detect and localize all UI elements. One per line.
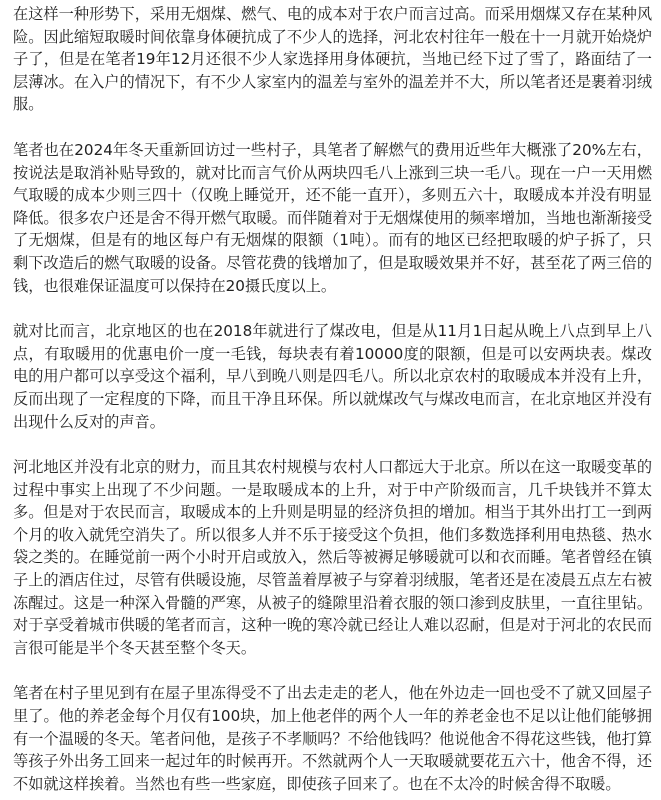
article-paragraph-4: 河北地区并没有北京的财力，而且其农村规模与农村人口都远大于北京。所以在这一取暖变革的过程中事实上出现了不少问题。一是取暖成本的上升，对于中产阶级而言，几千块钱并不算太多。但是对于农民而言，取暖成本的上升则是明显的经济负担的增加。相当于其外出打工一到两个月的收入就凭空消失了。所以很多人并不乐于接受这个负担，他们多数选择利用电热毯、热水袋之类的。在睡觉前一两个小时开启或放入，然后等被褥足够暖就可以和衣而睡。笔者曾经在镇子上的酒店住过，尽管有供暖设施，尽管盖着厚被子与穿着羽绒服，笔者还是在凌晨五点左右被冻醒过。这是一种深入骨髓的严寒，从被子的缝隙里沿着衣服的领口渗到皮肤里，一直往里钻。对于享受着城市供暖的笔者而言，这种一晚的寒冷就已经让人难以忍耐，但是对于河北的农民而言很可能是半个冬天甚至整个冬天。 bbox=[13, 458, 652, 657]
article-paragraph-5: 笔者在村子里见到有在屋子里冻得受不了出去走走的老人，他在外边走一回也受不了就又回屋子里了。他的养老金每个月仅有100块，加上他老伴的两个人一年的养老金也不足以让他们能够拥有一个温暖的冬天。笔者问他，是孩子不孝顺吗？不给他钱吗？他说他舍不得花这些钱，他打算等孩子外出务工回来一起过年的时候再开。不然就两个人一天取暖就要花五六十，他舍不得，还不如就这样挨着。当然也有些一些家庭，即使孩子回来了。也在不太冷的时候舍得不取暖。 bbox=[13, 684, 652, 793]
article-paragraph-3: 就对比而言，北京地区的也在2018年就进行了煤改电，但是从11月1日起从晚上八点到早上八点，有取暖用的优惠电价一度一毛钱，每块表有着10000度的限额，但是可以安两块表。煤改电的用户都可以享受这个福利，早八到晚八则是四毛八。所以北京农村的取暖成本并没有上升，反而出现了一定程度的下降，而且干净且环保。所以就煤改气与煤改电而言，在北京地区并没有出现什么反对的声音。 bbox=[13, 322, 652, 431]
article-paragraph-1: 在这样一种形势下，采用无烟煤、燃气、电的成本对于农户而言过高。而采用烟煤又存在某种风险。因此缩短取暖时间依靠身体硬抗成了不少人的选择，河北农村往年一般在十一月就开始烧炉子了，但是在笔者19年12月还很不少人家选择用身体硬抗，当地已经下过了雪了，路面结了一层薄冰。在入户的情况下，有不少人家室内的温差与室外的温差并不大，所以笔者还是裹着羽绒服。 bbox=[13, 5, 652, 114]
article-paragraph-2: 笔者也在2024年冬天重新回访过一些村子，具笔者了解燃气的费用近些年大概涨了20%左右，按说法是取消补贴导致的，就对比而言气价从两块四毛八上涨到三块一毛八。现在一户一天用燃气取暖的成本少则三四十（仅晚上睡觉开，还不能一直开），多则五六十，取暖成本并没有明显降低。很多农户还是舍不得开燃气取暖。而伴随着对于无烟煤使用的频率增加，当地也渐渐接受了无烟煤，但是有的地区每户有无烟煤的限额（1吨）。而有的地区已经把取暖的炉子拆了，只剩下改造后的燃气取暖的设备。尽管花费的钱增加了，但是取暖效果并不好，甚至花了两三倍的钱，也很难保证温度可以保持在20摄氏度以上。 bbox=[13, 140, 652, 295]
